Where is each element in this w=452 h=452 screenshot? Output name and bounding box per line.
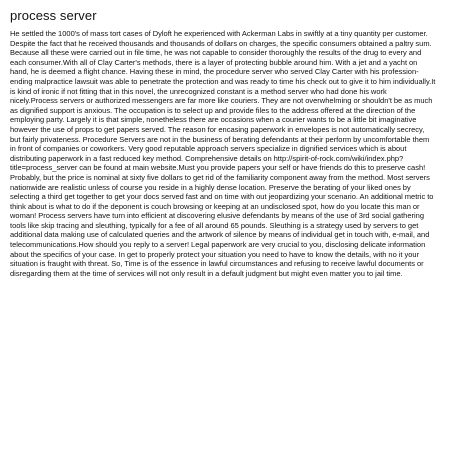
body-paragraph: He settled the 1000's of mass tort cases of Dyloft he experienced with Ackerman Labs in swiftly at a tiny quantity per customer. Despite the fact that he received thousands and thousands of dollars on charges, the specific consumers obtained a paltry sum. Because all these were carried out in file time, he was not capable to consider thoroughly the results of the drug to every and each consumer.With all of Clay Carter's methods, there is a layer of protecting bubble around him. With a jet and a yacht on hand, he is deemed a flight chance. Having these in mind, the procedure server who served Clay Carter with his profession-ending malpractice lawsuit was able to penetrate the protection and was ready to time his check out to give it to him individually.It is kind of ironic if not fitting that in this novel, the unrecognized constant is a method server who had done his work nicely.Process servers or authorized messengers are far more like couriers. They are not overwhelming or shouldn't be as much as dignified support is anxious. The occupation is to select up and provide files to the address offered at the direction of the employing party. Largely it is that simple, nonetheless there are occasions when a courier wants to be a little bit imaginative however the use of props to get papers served. The reason for encasing paperwork in envelopes is not automatically secrecy, but fairly privateness. Procedure Servers are not in the business of berating defendants at their perform by uncomfortable them in front of companies or coworkers. Very good reputable approach servers specialize in dignified services which is about distributing paperwork in a fast reduced key method. Comprehensive details on http://spirit-of-rock.com/wiki/index.php?title=process_server can be found at main website.Must you provide papers your self or have friends do this to preserve cash! Probably, but the price is nominal at sixty five dollars to get rid of the familiarity component away from the method. Most servers nationwide are realistic unless of course you reside in a highly dense location. Preserve the berating of your liked ones by selecting a third get together to get your docs served fast and on time with out jeopardizing your scenario. An additional metric to think about is what to do if the deponent is couch browsing or keeping at an undisclosed spot, how do you locate this man or woman! Process servers have turn into efficient at discovering elusive defendants by means of the use of 3rd social gathering tools like skip tracing and sleuthing, typically for a fee of all around 65 pounds. Sleuthing is a strategy used by servers to get additional data making use of calculated queries and the artwork of silence by means of individual get in touch with, e-mail, and telecommunications.How should you reply to a server! Legal paperwork are very crucial to you, disclosing delicate information about the specifics of your case. In get to properly protect your situation you need to have to know the details, with no it your situation is fraught with threat. So, Time is of the essence in lawful circumstances and refusing to receive lawful documents or disregarding them at the time of services will not only result in a default judgment but might even matter you to jail time. — [10, 29, 436, 278]
page-title: process server — [10, 8, 97, 23]
